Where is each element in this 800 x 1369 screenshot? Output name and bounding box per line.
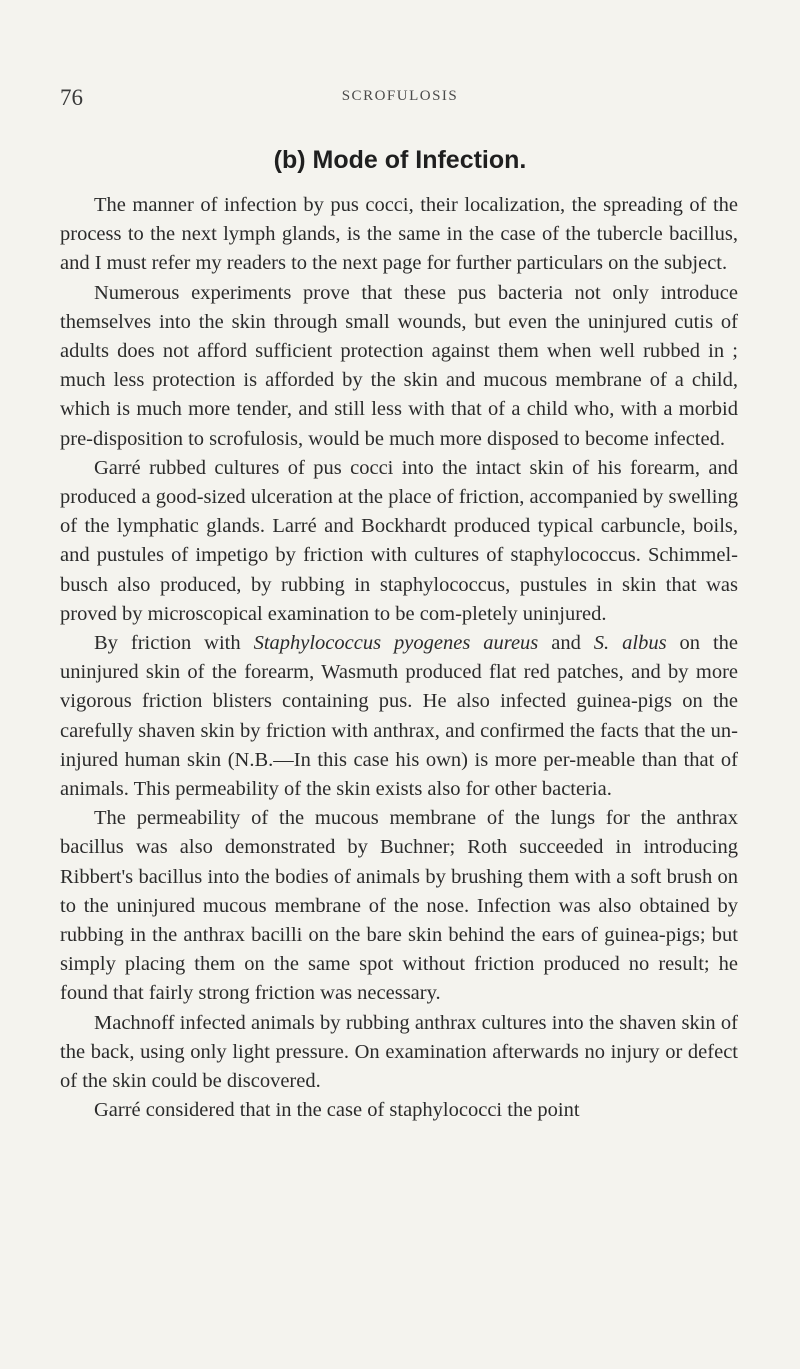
paragraph-4: [60, 629, 738, 804]
paragraph-4-after: on the uninjured skin of the forearm, Wasmuth produced flat red patches, and by more vigorous friction blisters containing pus. He also infected guinea-pigs on the carefully shaven skin by friction with anthrax, and confirmed the facts that the un-injured human skin (N.B.—In this case his own) is more per-meable than that of animals. This permeability of the skin exists also for other bacteria.: [60, 632, 738, 801]
paragraph-1: The manner of infection by pus cocci, their localization, the spreading of the process to the next lymph glands, is the same in the case of the tubercle bacillus, and I must refer my readers to the next page for further particulars on the subject.: [60, 194, 738, 275]
paragraph-6: Machnoff infected animals by rubbing anthrax cultures into the shaven skin of the back, using only light pressure. On examination afterwards no injury or defect of the skin could be discovered.: [60, 1011, 738, 1093]
paragraph-7: Garré considered that in the case of staphylococci the point: [94, 1099, 580, 1122]
running-title: SCROFULOSIS: [341, 88, 459, 104]
section-heading: (b) Mode of Infection.: [273, 146, 527, 174]
running-head: [60, 86, 740, 110]
species-name-albus: S. albus: [593, 632, 667, 655]
paragraph-2: Numerous experiments prove that these pus bacteria not only introduce themselves into the skin through small wounds, but even the uninjured cutis of adults does not afford sufficient protection against them when well rubbed in ; much less protection is afforded by the skin and mucous membrane of a child, which is much more tender, and still less with that of a child who, with a morbid pre-disposition to scrofulosis, would be much more disposed to become infected.: [60, 281, 738, 450]
body-text: [60, 191, 738, 1126]
paragraph-5: The permeability of the mucous membrane of the lungs for the anthrax bacillus was also demonstrated by Buchner; Roth succeeded in introducing Ribbert's bacillus into the bodies of animals by brushing them with a soft brush on to the uninjured mucous membrane of the nose. Infection was also obtained by rubbing in the anthrax bacilli on the bare skin behind the ears of guinea-pigs; but simply placing them on the same spot without friction produced no result; he found that fairly strong friction was necessary.: [60, 807, 738, 1005]
paragraph-3: Garré rubbed cultures of pus cocci into the intact skin of his forearm, and produced a good-sized ulceration at the place of friction, accompanied by swelling of the lymphatic glands. Larré and Bockhardt produced typical carbuncle, boils, and pustules of impetigo by friction with cultures of staphylococcus. Schimmel-busch also produced, by rubbing in staphylococcus, pustules in skin that was proved by microscopical examination to be com-pletely uninjured.: [60, 456, 738, 625]
paragraph-4-before: By friction with: [94, 632, 254, 655]
species-name-aureus: Staphylococcus pyogenes aureus: [253, 632, 539, 655]
page-number: 76: [60, 85, 83, 110]
paragraph-4-middle: and: [538, 632, 594, 655]
